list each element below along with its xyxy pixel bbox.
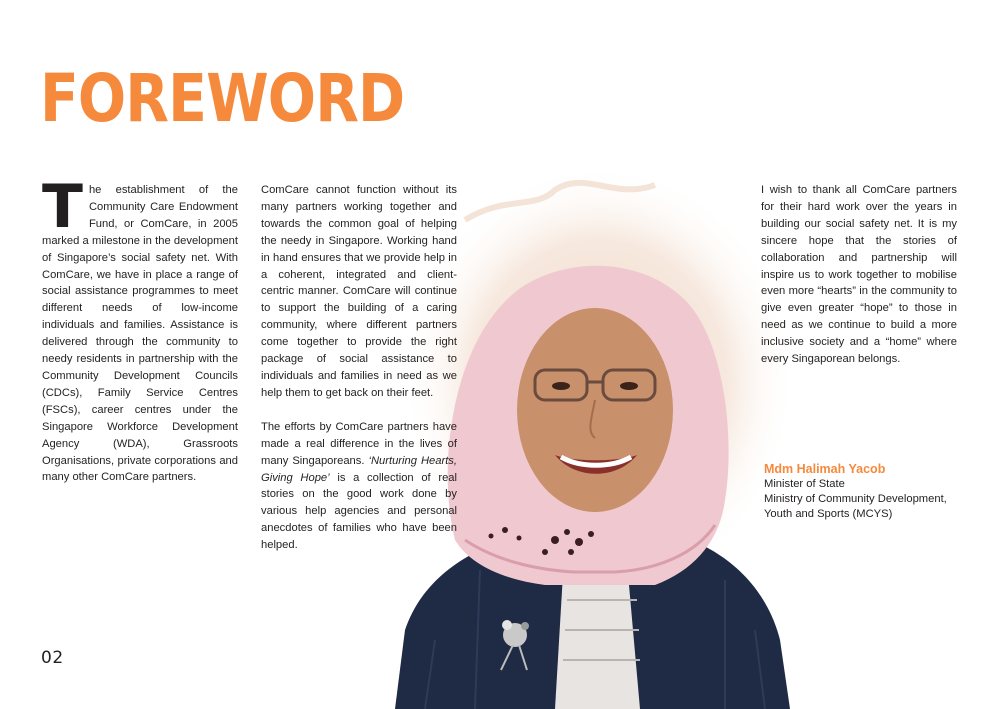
- signature-block: [764, 462, 947, 522]
- signatory-role: Minister of State: [764, 478, 845, 490]
- foreword-column-2: [261, 182, 457, 571]
- partners-paragraph: ComCare cannot function without its many partners working together and towards the common goal of helping the needy in Singapore. Working hand in hand ensures that we provide help in a coherent, integrated and client-centric manner. ComCare will continue to support the building of a caring community, where different partners come together to provide the right package of social assistance to individuals and families in need as we help them to get back on their feet.: [261, 184, 457, 399]
- page-number: 02: [41, 648, 64, 668]
- thanks-paragraph: I wish to thank all ComCare partners for their hard work over the years in building our social safety net. It is my sincere hope that the stories of collaboration and partnership will inspire us to work together to mobilise even more “hearts” in the community to give even greater “hope” to those in need as we continue to build a more inclusive society and a “home” where every Singaporean belongs.: [761, 184, 957, 366]
- efforts-paragraph: [261, 419, 457, 554]
- drop-cap: T: [42, 172, 83, 242]
- book-title: ‘Nurturing Hearts, Giving Hope’: [261, 454, 457, 484]
- signatory-name: Mdm Halimah Yacob: [764, 462, 886, 476]
- intro-paragraph: [42, 172, 238, 486]
- efforts-text-start: The efforts by ComCare partners have made a real difference in the lives of many Singaporeans.: [261, 420, 457, 467]
- page-title: FOREWORD: [40, 60, 405, 137]
- signatory-ministry-line-1: Ministry of Community Development,: [764, 493, 947, 505]
- foreword-column-3: [761, 182, 957, 385]
- signatory-ministry-line-2: Youth and Sports (MCYS): [764, 508, 893, 520]
- efforts-text-end: is a collection of real stories on the good work done by various help agencies and personal anecdotes of families who have been helped.: [261, 471, 457, 552]
- foreword-column-1: [42, 172, 238, 503]
- intro-paragraph-text: he establishment of the Community Care Endowment Fund, or ComCare, in 2005 marked a milestone in the development of Singapore’s social safety net. With ComCare, we have in place a range of social assistance programmes to meet different needs of low-income individuals and families. Assistance is delivered through the community to needy residents in partnership with the Community Development Councils (CDCs), Family Service Centres (FSCs), career centres under the Singapore Workforce Development Agency (WDA), Grassroots Organisations, private corporations and many other ComCare partners.: [42, 184, 238, 484]
